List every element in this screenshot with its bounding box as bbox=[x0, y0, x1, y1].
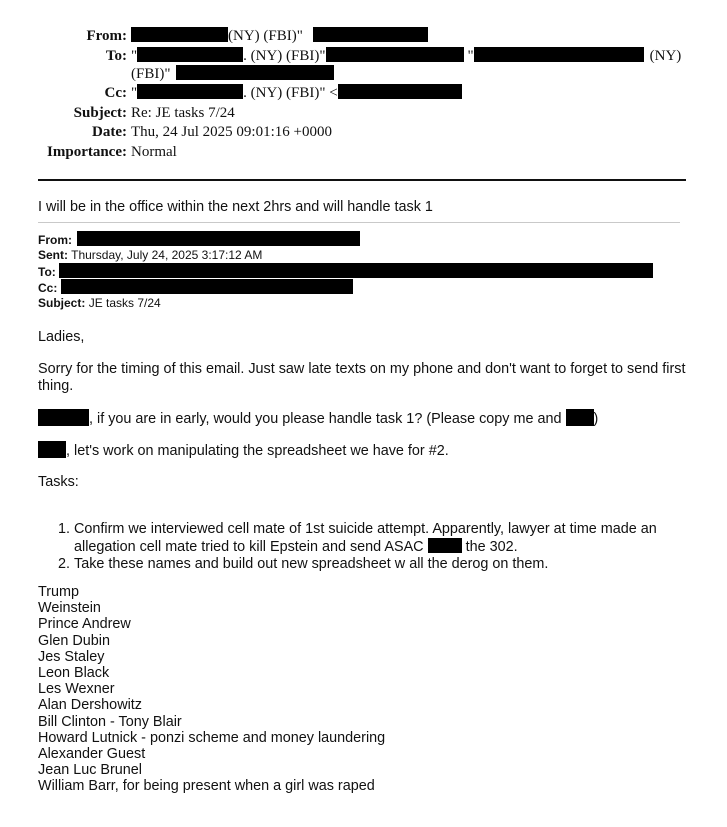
paragraph: Sorry for the timing of this email. Just saw late texts on my phone and don't want to forget to send first thing. bbox=[38, 361, 686, 394]
redaction-block bbox=[38, 441, 66, 458]
paragraph-text: , let's work on manipulating the spreadsheet we have for #2. bbox=[66, 443, 449, 459]
quoted-to-label: To: bbox=[38, 265, 56, 279]
name-item: Bill Clinton - Tony Blair bbox=[38, 713, 182, 730]
quoted-subject-value: JE tasks 7/24 bbox=[88, 296, 161, 310]
paragraph bbox=[38, 441, 449, 460]
name-item: Prince Andrew bbox=[38, 616, 131, 633]
header-from-label: From: bbox=[86, 28, 127, 44]
quoted-subject-row bbox=[38, 295, 161, 311]
quoted-sent-label: Sent: bbox=[38, 248, 68, 262]
redaction-block bbox=[38, 409, 89, 426]
quoted-to-row bbox=[38, 263, 653, 280]
header-cc-label: Cc: bbox=[104, 85, 127, 101]
redaction-block bbox=[137, 84, 243, 99]
quoted-cc-row bbox=[38, 279, 353, 296]
name-item: Weinstein bbox=[38, 600, 101, 617]
name-item: Leon Black bbox=[38, 665, 110, 682]
header-to-text: (FBI)" bbox=[131, 66, 171, 82]
name-item: Howard Lutnick - ponzi scheme and money laundering bbox=[38, 729, 386, 746]
redaction-block bbox=[313, 27, 428, 42]
redaction-block bbox=[131, 27, 228, 42]
redaction-block bbox=[137, 47, 243, 62]
header-to-text: " bbox=[131, 48, 138, 64]
header-cc-text: " bbox=[131, 85, 138, 101]
name-item: Jean Luc Brunel bbox=[38, 762, 143, 779]
name-item: Jes Staley bbox=[38, 648, 105, 665]
header-cc-text: . (NY) (FBI)" < bbox=[243, 85, 338, 101]
redaction-block bbox=[77, 231, 360, 246]
header-importance-label: Importance: bbox=[47, 144, 127, 160]
task-text: Take these names and build out new spreadsheet w all the derog on them. bbox=[74, 556, 549, 572]
name-item: William Barr, for being present when a girl was raped bbox=[38, 778, 375, 795]
reply-text: I will be in the office within the next 2hrs and will handle task 1 bbox=[38, 199, 433, 215]
header-divider bbox=[38, 179, 686, 181]
header-importance-value: Normal bbox=[131, 144, 177, 160]
header-subject-label: Subject: bbox=[73, 105, 127, 121]
quoted-from-row bbox=[38, 231, 360, 248]
header-to-text: " bbox=[467, 48, 474, 64]
quoted-subject-label: Subject: bbox=[38, 296, 86, 310]
redaction-block bbox=[474, 47, 644, 62]
header-subject-value: Re: JE tasks 7/24 bbox=[131, 105, 235, 121]
header-to-text: (NY) bbox=[649, 48, 682, 64]
quoted-from-label: From: bbox=[38, 233, 72, 247]
task-item bbox=[74, 556, 694, 573]
name-item: Alexander Guest bbox=[38, 746, 146, 763]
redaction-block bbox=[566, 409, 594, 426]
name-item: Les Wexner bbox=[38, 681, 115, 698]
name-item: Glen Dubin bbox=[38, 632, 110, 649]
header-to-label: To: bbox=[105, 48, 127, 64]
names-list bbox=[38, 584, 385, 795]
name-item: Alan Dershowitz bbox=[38, 697, 142, 714]
quoted-cc-label: Cc: bbox=[38, 281, 58, 295]
tasks-label: Tasks: bbox=[38, 474, 79, 490]
quote-divider bbox=[38, 222, 680, 223]
header-from-value: (NY) (FBI)" bbox=[228, 28, 303, 44]
paragraph-text: , if you are in early, would you please handle task 1? (Please copy me and bbox=[89, 411, 562, 427]
task-text: the 302. bbox=[465, 539, 518, 555]
redaction-block bbox=[338, 84, 462, 99]
redaction-block bbox=[176, 65, 334, 80]
header-to-text: . (NY) (FBI)" bbox=[243, 48, 326, 64]
task-item bbox=[74, 521, 694, 556]
redaction-block bbox=[59, 263, 653, 278]
task-list bbox=[74, 521, 694, 573]
redaction-block bbox=[428, 538, 462, 553]
redaction-block bbox=[61, 279, 353, 294]
name-item: Trump bbox=[38, 584, 80, 600]
quoted-sent-row bbox=[38, 247, 262, 263]
paragraph bbox=[38, 409, 598, 428]
header-date-value: Thu, 24 Jul 2025 09:01:16 +0000 bbox=[131, 124, 332, 140]
header-to-row-cont bbox=[131, 65, 334, 83]
task-text: Confirm we interviewed cell mate of 1st suicide attempt. Apparently, lawyer at time made an allegation cell mate tried to kill Epstein and send ASAC bbox=[74, 521, 657, 555]
paragraph-text: ) bbox=[593, 411, 599, 427]
quoted-sent-value: Thursday, July 24, 2025 3:17:12 AM bbox=[71, 248, 263, 262]
redaction-block bbox=[326, 47, 464, 62]
greeting: Ladies, bbox=[38, 329, 85, 345]
header-date-label: Date: bbox=[92, 124, 127, 140]
